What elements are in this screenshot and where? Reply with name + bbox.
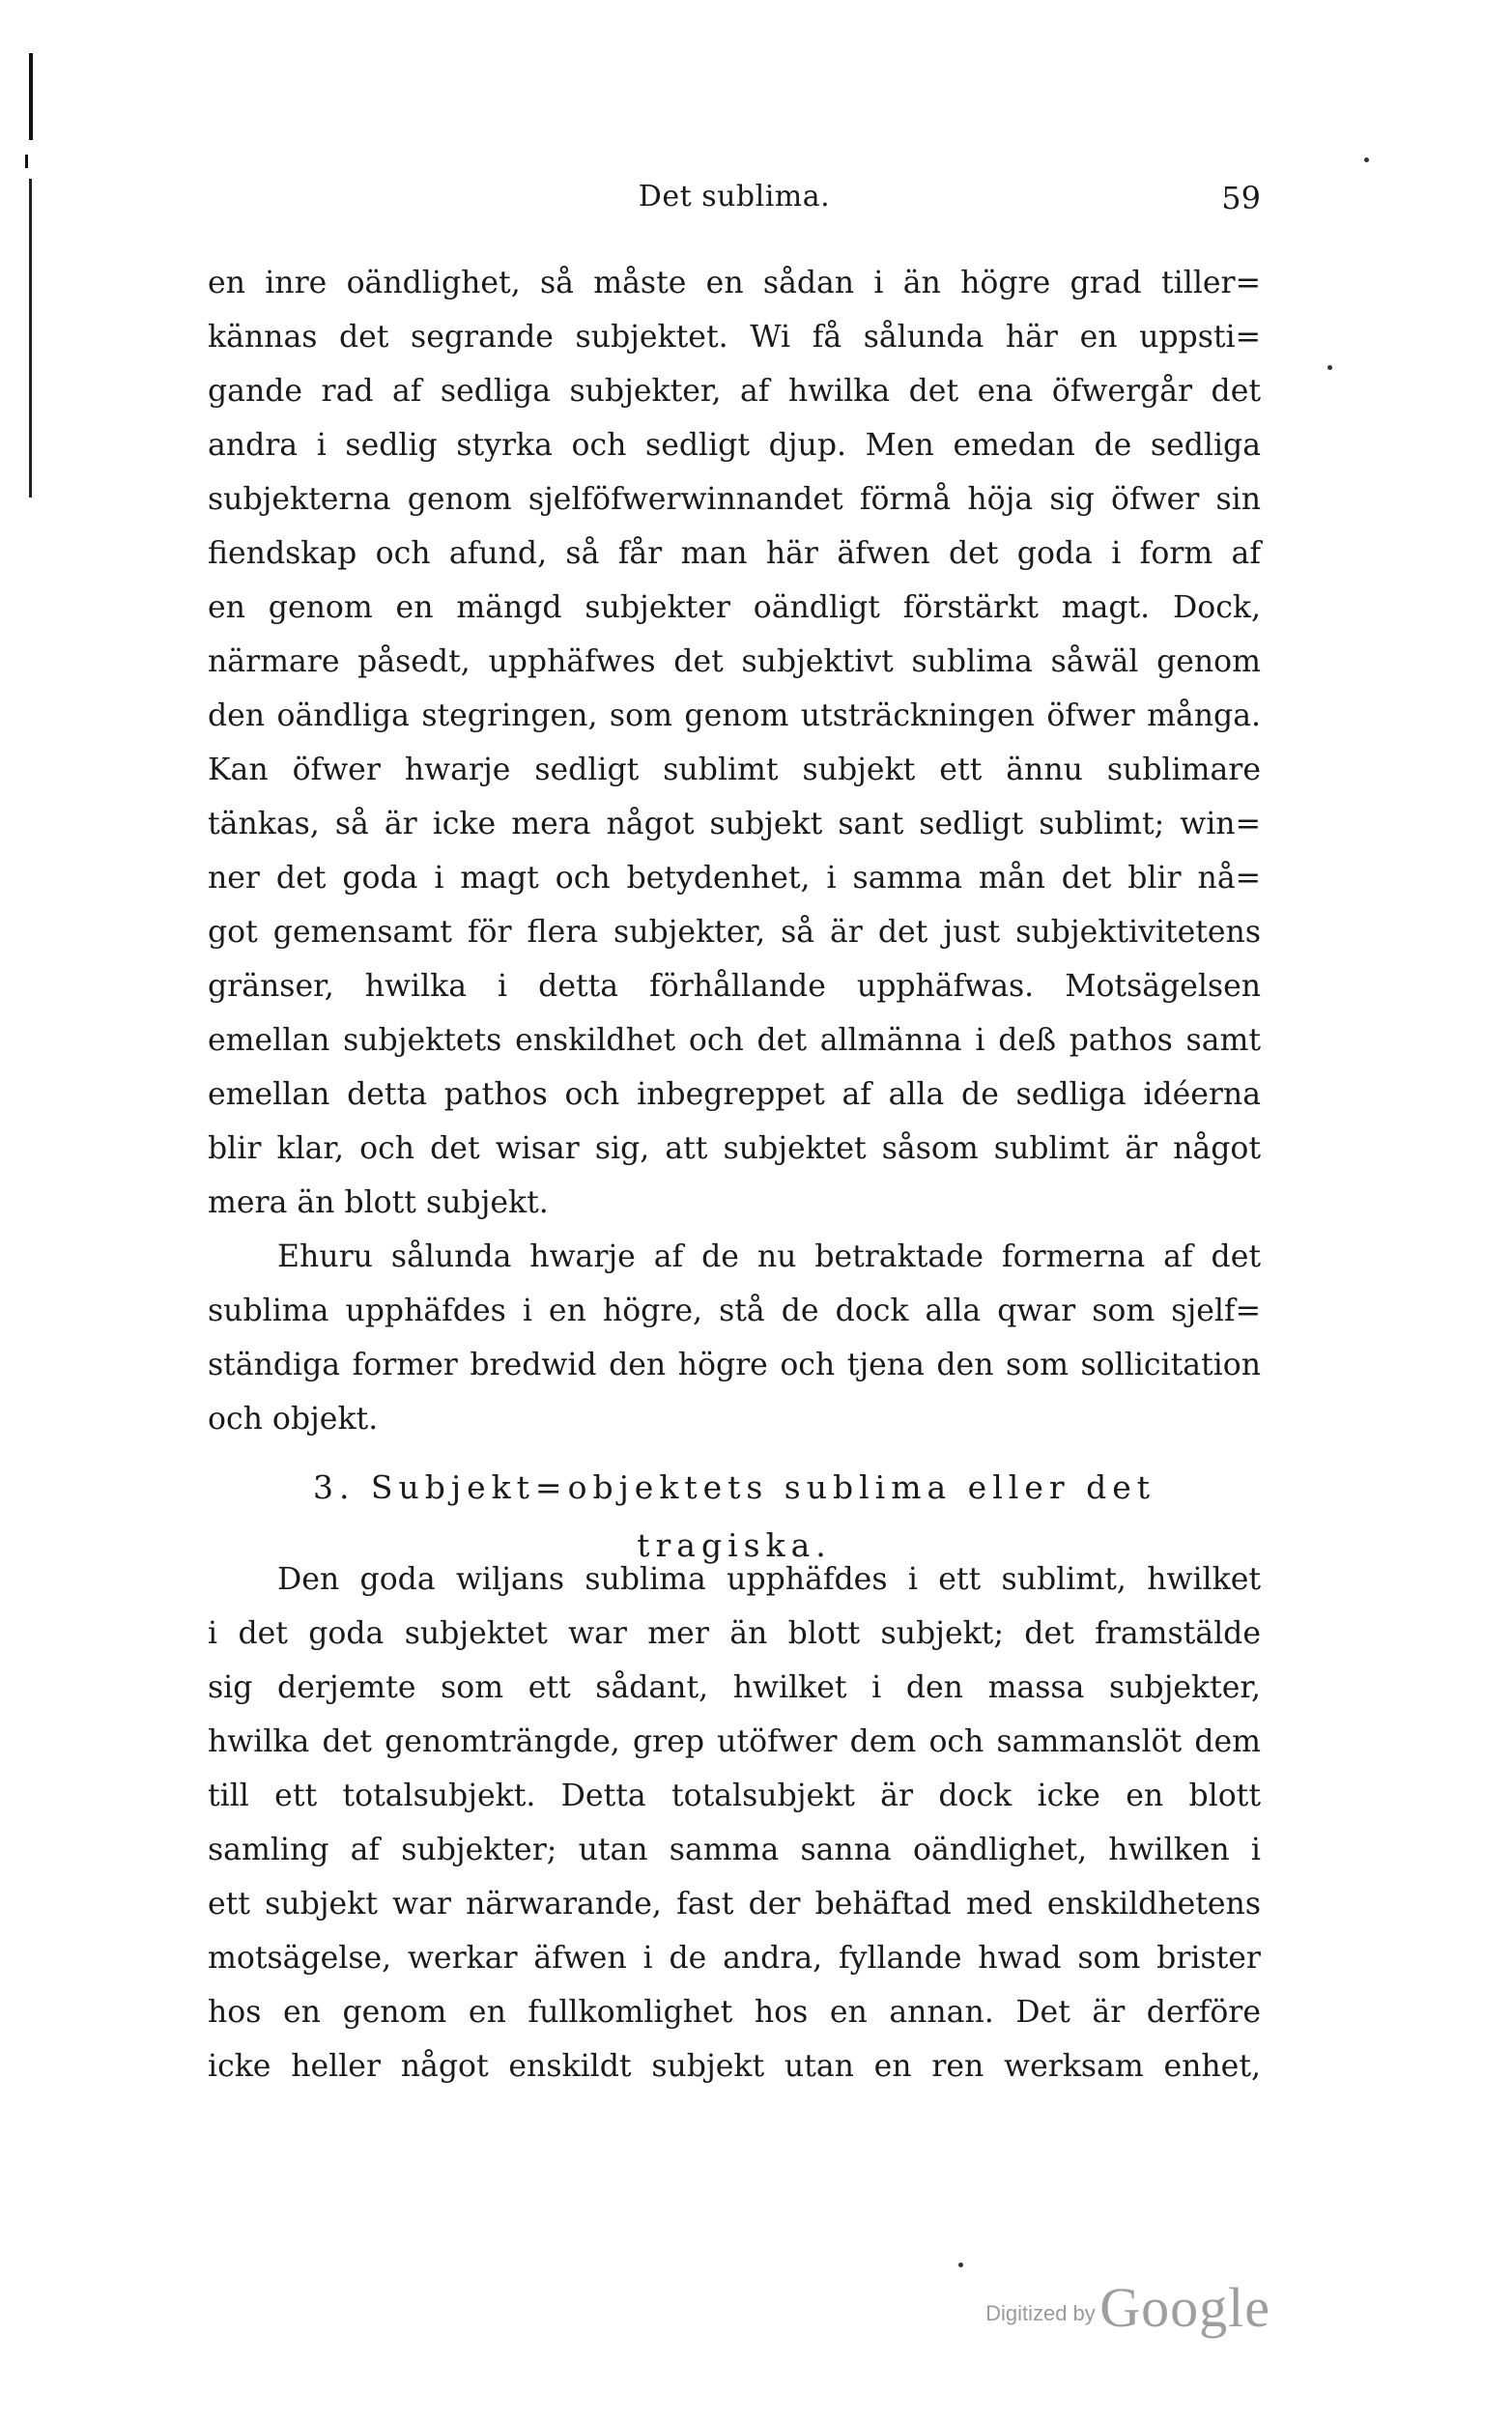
text-line: till ett totalsubjekt. Detta totalsubjekt är dock icke en blott	[208, 1779, 1261, 1813]
text-line: blir klar, och det wisar sig, att subjektet såsom sublimt är något	[208, 1131, 1261, 1166]
text-line: subjekterna genom sjelföfwerwinnandet förmå höja sig öfwer sin	[208, 482, 1261, 517]
ink-speck	[1364, 157, 1369, 162]
text-line: motsägelse, werkar äfwen i de andra, fyllande hwad som brister	[208, 1941, 1261, 1976]
section-heading: 3. Subjekt=objektets sublima eller det tragiska.	[312, 1468, 1156, 1564]
text-line: ner det goda i magt och betydenhet, i samma mån det blir nå=	[208, 861, 1261, 896]
text-line: Ehuru sålunda hwarje af de nu betraktade formerna af det	[277, 1239, 1261, 1274]
text-line: gande rad af sedliga subjekter, af hwilka det ena öfwergår det	[208, 374, 1261, 409]
text-line: got gemensamt för flera subjekter, så är det just subjektivitetens	[208, 915, 1261, 950]
ink-speck	[958, 2263, 963, 2267]
running-title: Det sublima.	[638, 180, 831, 214]
text-line: mera än blott subjekt.	[208, 1185, 549, 1220]
body-text-top	[208, 256, 1261, 1446]
text-line: icke heller något enskildt subjekt utan en ren werksam enhet,	[208, 2049, 1261, 2084]
text-line: Den goda wiljans sublima upphäfdes i ett sublimt, hwilket	[277, 1562, 1261, 1597]
text-line: samling af subjekter; utan samma sanna oändlighet, hwilken i	[208, 1833, 1261, 1867]
text-line: andra i sedlig styrka och sedligt djup. Men emedan de sedliga	[208, 428, 1261, 463]
text-line: i det goda subjektet war mer än blott subjekt; det framstälde	[208, 1616, 1261, 1651]
scan-edge-mark	[29, 53, 33, 140]
google-logo: Google	[1099, 2276, 1270, 2339]
text-line: en inre oändlighet, så måste en sådan i än högre grad tiller=	[208, 266, 1261, 300]
text-line: hos en genom en fullkomlighet hos en annan. Det är derföre	[208, 1995, 1261, 2030]
text-line: sublima upphäfdes i en högre, stå de dock alla qwar som sjelf=	[208, 1294, 1261, 1328]
text-line: emellan detta pathos och inbegreppet af alla de sedliga idéerna	[208, 1077, 1261, 1112]
text-line: en genom en mängd subjekter oändligt förstärkt magt. Dock,	[208, 590, 1261, 625]
text-line: Kan öfwer hwarje sedligt sublimt subjekt ett ännu sublimare	[208, 753, 1261, 787]
text-line: ständiga former bredwid den högre och tjena den som sollicitation	[208, 1348, 1261, 1382]
page-number: 59	[1221, 180, 1261, 216]
text-line: den oändliga stegringen, som genom utsträckningen öfwer många.	[208, 698, 1261, 733]
text-line: ett subjekt war närwarande, fast der behäftad med enskildhetens	[208, 1887, 1261, 1922]
text-line: tänkas, så är icke mera något subjekt sant sedligt sublimt; win=	[208, 807, 1261, 841]
text-line: fiendskap och afund, så får man här äfwen det goda i form af	[208, 536, 1261, 571]
digitized-by-label: Digitized by	[985, 2301, 1096, 2325]
text-line: sig derjemte som ett sådant, hwilket i den massa subjekter,	[208, 1670, 1261, 1705]
ink-speck	[1327, 365, 1332, 370]
scan-edge-mark	[29, 179, 32, 498]
text-line: kännas det segrande subjektet. Wi få sålunda här en uppsti=	[208, 320, 1261, 355]
text-line: hwilka det genomträngde, grep utöfwer dem och sammanslöt dem	[208, 1724, 1261, 1759]
body-text-bottom	[208, 1552, 1261, 2093]
google-watermark	[985, 2275, 1270, 2340]
scan-edge-mark	[25, 155, 28, 168]
text-line: emellan subjektets enskildhet och det allmänna i deß pathos samt	[208, 1023, 1261, 1058]
text-line: närmare påsedt, upphäfwes det subjektivt sublima såwäl genom	[208, 644, 1261, 679]
text-line: gränser, hwilka i detta förhållande upphäfwas. Motsägelsen	[208, 969, 1261, 1004]
text-line: och objekt.	[208, 1402, 379, 1437]
running-head	[208, 180, 1261, 218]
